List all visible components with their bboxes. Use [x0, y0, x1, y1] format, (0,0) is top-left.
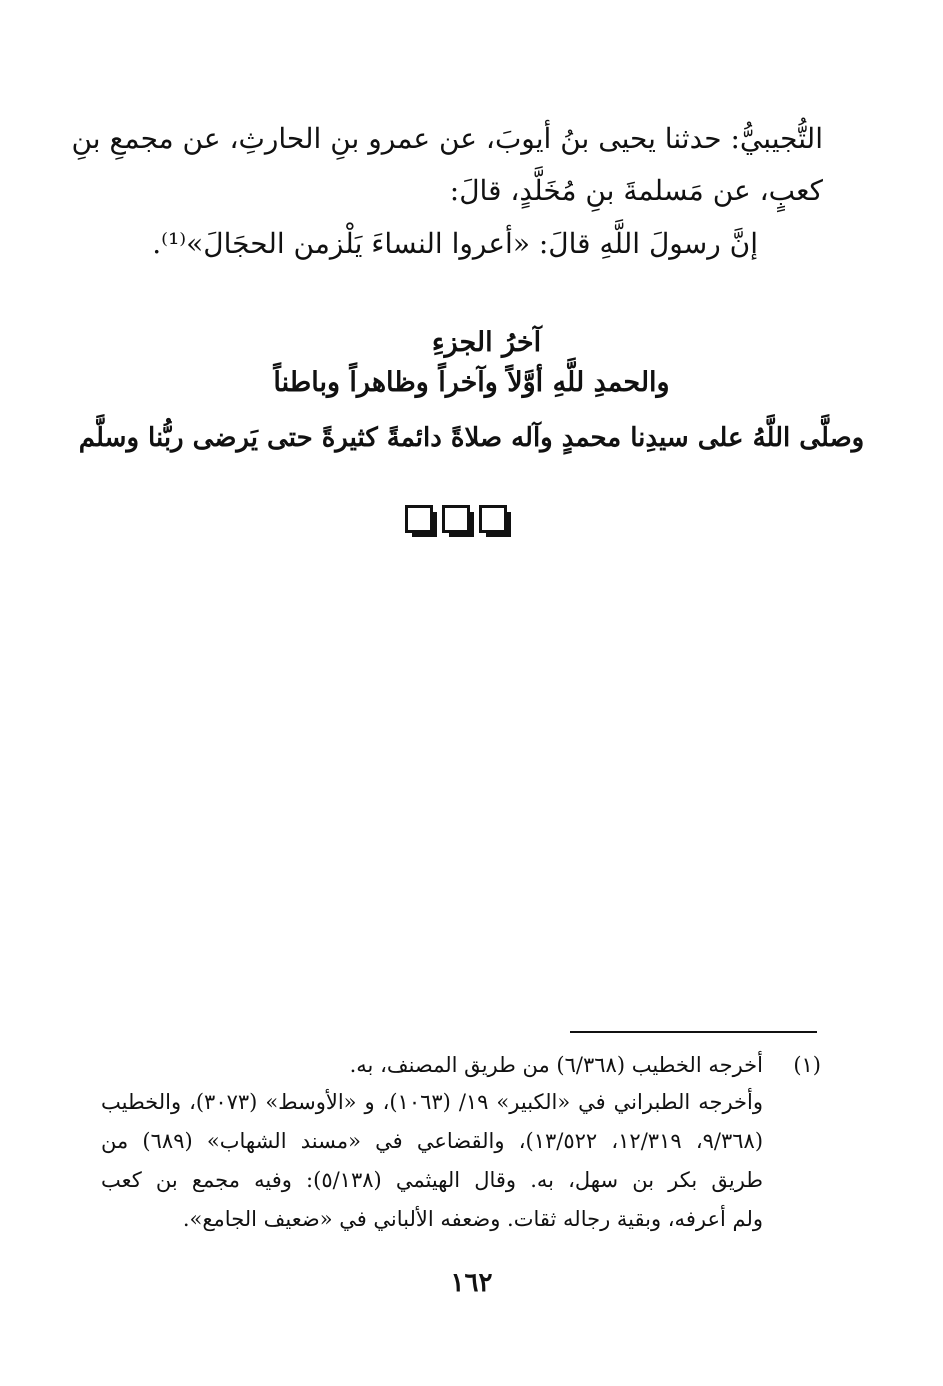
footnote-line-4: طريق بكر بن سهل، به. وقال الهيثمي (٥/١٣٨): وفيه مجمع بن كعب — [101, 1168, 763, 1192]
body-text-line-2: كعبٍ، عن مَسلمةَ بنِ مُخَلَّدٍ، قالَ: — [449, 174, 823, 207]
colophon-blessing: وصلَّى اللَّهُ على سيدِنا محمدٍ وآله صلاةً دائمةً كثيرةً حتى يَرضى ربُّنا وسلَّم — [78, 423, 865, 453]
square-ornament-icon — [405, 505, 433, 533]
colophon-praise: والحمدِ للَّهِ أوَّلاً وآخراً وظاهراً وباطناً — [273, 367, 670, 398]
colophon-title: آخرُ الجزءِ — [431, 327, 542, 358]
footnote-marker: (١) — [793, 1053, 821, 1077]
body-text-line-3: إنَّ رسولَ اللَّهِ قالَ: «أعروا النساءَ يَلْزمن الحجَالَ»⁽¹⁾. — [152, 227, 758, 260]
footnote-line-3: (٩/٣٦٨، ١٢/٣١٩، ١٣/٥٢٢)، والقضاعي في «مسند الشهاب» (٦٨٩) من — [101, 1129, 764, 1153]
footnote-line-2: وأخرجه الطبراني في «الكبير» ١٩/ (١٠٦٣)، و «الأوسط» (٣٠٧٣)، والخطيب — [101, 1090, 763, 1114]
body-text-line-1: التُّجيبيُّ: حدثنا يحيى بنُ أيوبَ، عن عمرو بنِ الحارثِ، عن مجمعِ بنِ — [71, 122, 823, 155]
square-ornament-icon — [479, 505, 507, 533]
footnote-line-5: ولم أعرفه، وبقية رجاله ثقات. وضعفه الألباني في «ضعيف الجامع». — [182, 1207, 763, 1231]
footnote-line-1: أخرجه الخطيب (٦/٣٦٨) من طريق المصنف، به. — [349, 1053, 763, 1077]
section-end-ornament — [405, 502, 515, 534]
page-number: ١٦٢ — [450, 1268, 493, 1298]
square-ornament-icon — [442, 505, 470, 533]
footnote-separator — [570, 1031, 817, 1033]
